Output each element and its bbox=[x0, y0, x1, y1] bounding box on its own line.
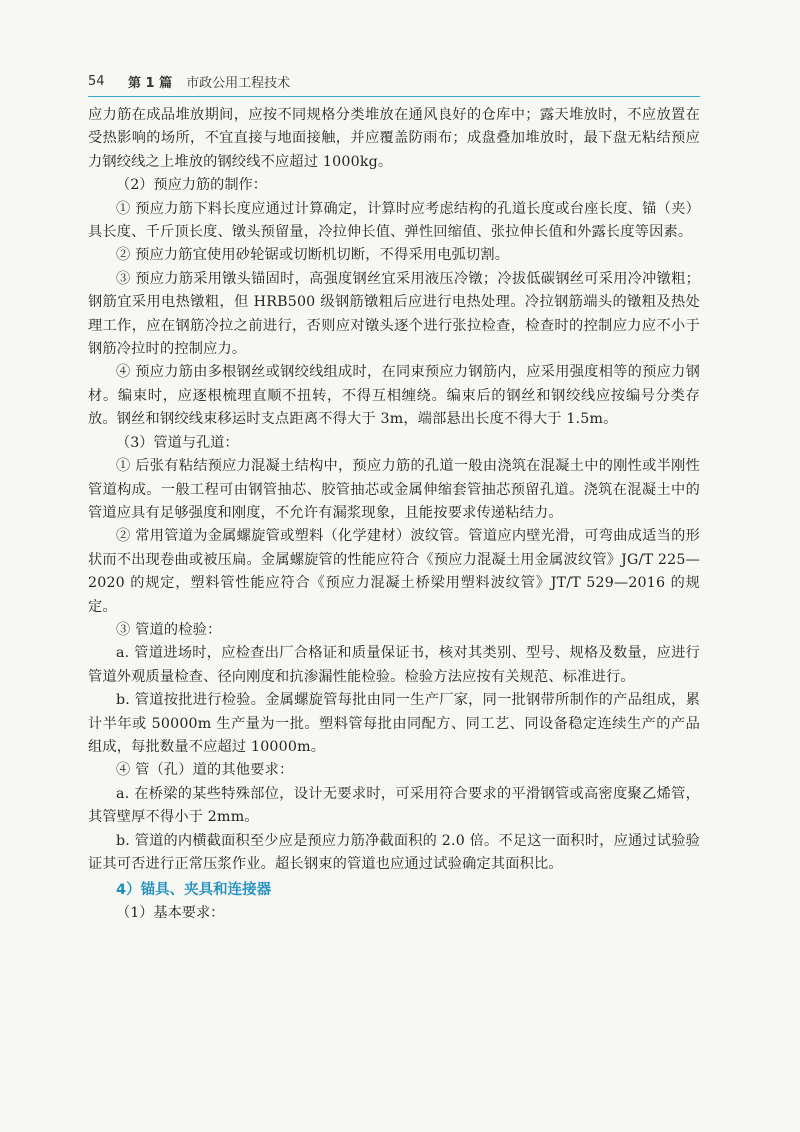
paragraph-intro: 应力筋在成品堆放期间，应按不同规格分类堆放在通风良好的仓库中；露天堆放时，不应放置在受热影响的场所，不宜直接与地面接触，并应覆盖防雨布；成盘叠加堆放时，最下盘无粘结预应力钢绞线之上堆放的钢绞线不应超过 1000kg。 bbox=[88, 107, 700, 170]
paragraph-duct-4b: b. 管道的内横截面积至少应是预应力筋净截面积的 2.0 倍。不足这一面积时，应通过试验验证其可否进行正常压浆作业。超长钢束的管道也应通过试验确定其面积比。 bbox=[88, 832, 700, 872]
part-label: 第 1 篇 bbox=[128, 75, 173, 91]
header-divider bbox=[88, 96, 700, 97]
paragraph-duct-1: ① 后张有粘结预应力混凝土结构中，预应力筋的孔道一般由浇筑在混凝土中的刚性或半刚性管道构成。一般工程可由钢管抽芯、胶管抽芯或金属伸缩套管抽芯预留孔道。浇筑在混凝土中的管道应具有足够强度和刚度，不允许有漏浆现象，且能按要求传递粘结力。 bbox=[88, 458, 700, 521]
page-header bbox=[88, 70, 728, 92]
subheading-duct: （3）管道与孔道： bbox=[116, 434, 239, 451]
paragraph-duct-3a: a. 管道进场时，应检查出厂合格证和质量保证书，核对其类别、型号、规格及数量，应进行管道外观质量检查、径向刚度和抗渗漏性能检验。检验方法应按有关规范、标准进行。 bbox=[88, 645, 700, 685]
page-body bbox=[88, 104, 700, 926]
subheading-making: （2）预应力筋的制作： bbox=[116, 177, 267, 194]
paragraph-duct-3: ③ 管道的检验： bbox=[116, 621, 222, 638]
paragraph-duct-2: ② 常用管道为金属螺旋管或塑料（化学建材）波纹管。管道应内壁光滑，可弯曲成适当的形状而不出现卷曲或被压扁。金属螺旋管的性能应符合《预应力混凝土用金属波纹管》JG/T 225—2020 的规定，塑料管性能应符合《预应力混凝土桥梁用塑料波纹管》JT/T 529—2016 的规定。 bbox=[88, 528, 700, 615]
subheading-basic: （1）基本要求： bbox=[116, 905, 225, 922]
paragraph-duct-3b: b. 管道按批进行检验。金属螺旋管每批由同一生产厂家，同一批钢带所制作的产品组成，累计半年或 50000m 生产量为一批。塑料管每批由同配方、同工艺、同设备稳定连续生产的产品组成，每批数量不应超过 10000m。 bbox=[88, 692, 700, 755]
paragraph-making-1: ① 预应力筋下料长度应通过计算确定，计算时应考虑结构的孔道长度或台座长度、锚（夹）具长度、千斤顶长度、镦头预留量，冷拉伸长值、弹性回缩值、张拉伸长值和外露长度等因素。 bbox=[88, 200, 700, 241]
page-number: 54 bbox=[88, 73, 105, 89]
section-heading-anchor: 4）锚具、夹具和连接器 bbox=[116, 882, 272, 899]
paragraph-making-2: ② 预应力筋宜使用砂轮锯或切断机切断，不得采用电弧切割。 bbox=[116, 247, 510, 264]
paragraph-duct-4: ④ 管（孔）道的其他要求： bbox=[116, 762, 294, 779]
paragraph-making-4: ④ 预应力筋由多根钢丝或钢绞线组成时，在同束预应力钢筋内，应采用强度相等的预应力钢材。编束时，应逐根梳理直顺不扭转，不得互相缠绕。编束后的钢丝和钢绞线应按编号分类存放。钢丝和钢绞线束移运时支点距离不得大于 3m，端部悬出长度不得大于 1.5m。 bbox=[88, 364, 700, 428]
paragraph-making-3: ③ 预应力筋采用镦头锚固时，高强度钢丝宜采用液压冷镦；冷拔低碳钢丝可采用冷冲镦粗；钢筋宜采用电热镦粗，但 HRB500 级钢筋镦粗后应进行电热处理。冷拉钢筋端头的镦粗及热处理工作，应在钢筋冷拉之前进行，否则应对镦头逐个进行张拉检查，检查时的控制应力应不小于钢筋冷拉时的控制应力。 bbox=[88, 270, 700, 358]
paragraph-duct-4a: a. 在桥梁的某些特殊部位，设计无要求时，可采用符合要求的平滑钢管或高密度聚乙烯管，其管壁厚不得小于 2mm。 bbox=[88, 785, 700, 826]
part-title: 市政公用工程技术 bbox=[186, 75, 291, 91]
